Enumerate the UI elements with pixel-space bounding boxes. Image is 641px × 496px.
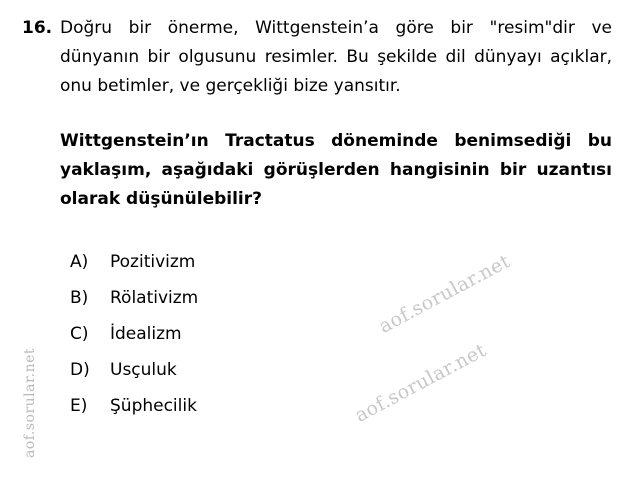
question-body xyxy=(60,14,612,214)
question-stem: Doğru bir önerme, Wittgenstein’a göre bir "resim"dir ve dünyanın bir olgusunu resimler. Bu şekilde dil dünyayı açıklar, onu betimler, ve gerçekliği bize yansıtır. xyxy=(60,18,612,96)
choice-option-e[interactable] xyxy=(70,388,622,424)
diagonal-watermark-top: aof.sorular.net xyxy=(375,250,514,338)
choice-text: Usçuluk xyxy=(110,360,177,380)
choice-text: İdealizm xyxy=(110,324,182,344)
question-block xyxy=(22,14,622,214)
choice-option-b[interactable] xyxy=(70,280,622,316)
choice-letter: B) xyxy=(70,288,89,308)
choice-text: Şüphecilik xyxy=(110,396,197,416)
question-number: 16. xyxy=(22,18,53,38)
choice-letter: A) xyxy=(70,252,89,272)
side-watermark: aof.sorular.net xyxy=(22,347,38,459)
question-container xyxy=(22,14,622,424)
choice-text: Pozitivizm xyxy=(110,252,196,272)
choice-letter: D) xyxy=(70,360,90,380)
diagonal-watermark-bottom: aof.sorular.net xyxy=(351,339,490,427)
choice-option-c[interactable] xyxy=(70,316,622,352)
choice-list xyxy=(70,244,622,424)
choice-option-a[interactable] xyxy=(70,244,622,280)
question-prompt: Wittgenstein’ın Tractatus döneminde benimsediği bu yaklaşım, aşağıdaki görüşlerden hangisinin bir uzantısı olarak düşünülebilir? xyxy=(60,131,612,209)
choice-text: Rölativizm xyxy=(110,288,199,308)
choice-letter: E) xyxy=(70,396,88,416)
choice-letter: C) xyxy=(70,324,89,344)
choice-option-d[interactable] xyxy=(70,352,622,388)
